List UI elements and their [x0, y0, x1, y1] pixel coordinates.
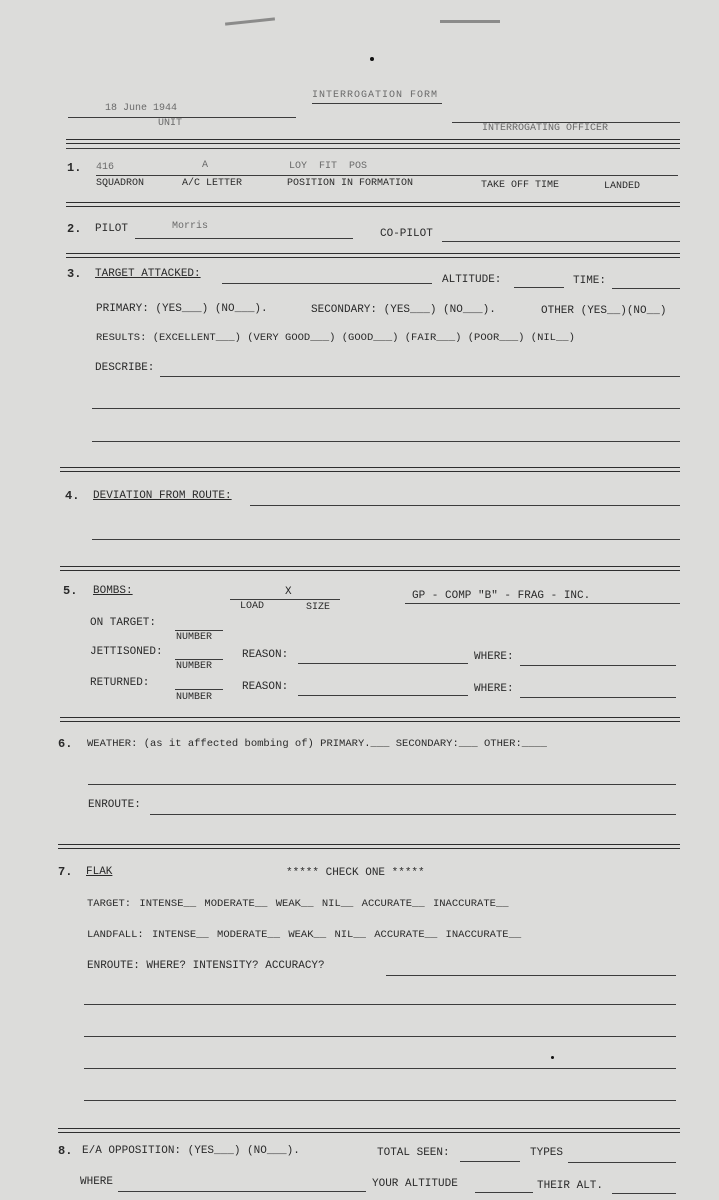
section-divider — [60, 467, 680, 472]
bomb-types-line — [405, 603, 680, 604]
section-1-line — [96, 175, 678, 176]
section-divider — [66, 139, 680, 144]
date-value: 18 June 1944 — [105, 103, 178, 114]
number-label-2: NUMBER — [176, 661, 213, 672]
unit-label: UNIT — [158, 118, 183, 129]
section-divider — [58, 844, 680, 849]
section-divider — [60, 566, 680, 571]
section-3-number: 3. — [67, 267, 82, 281]
describe-label: DESCRIBE: — [95, 362, 155, 374]
weather-line — [88, 784, 676, 785]
total-seen-label: TOTAL SEEN: — [377, 1147, 450, 1159]
section-divider — [66, 253, 680, 258]
squadron-label: SQUADRON — [96, 178, 145, 189]
time-label: TIME: — [573, 275, 607, 287]
their-alt-line — [612, 1193, 676, 1194]
section-1-number: 1. — [67, 161, 82, 175]
number-label-1: NUMBER — [176, 632, 213, 643]
size-label: SIZE — [306, 602, 331, 613]
altitude-label: ALTITUDE: — [442, 274, 502, 286]
flak-enroute-line — [386, 975, 676, 976]
types-line — [568, 1162, 676, 1163]
returned-label: RETURNED: — [90, 677, 150, 689]
where-label: WHERE — [80, 1176, 114, 1188]
jettisoned-label: JETTISONED: — [90, 646, 163, 658]
flak-line — [84, 1100, 676, 1101]
pencil-mark — [440, 20, 500, 23]
enroute-line — [150, 814, 676, 815]
your-altitude-label: YOUR ALTITUDE — [372, 1178, 458, 1190]
copilot-line — [442, 241, 680, 242]
pilot-line — [135, 238, 353, 239]
time-line — [612, 288, 680, 289]
ea-opposition: E/A OPPOSITION: (YES___) (NO___). — [82, 1145, 300, 1157]
flak-line — [84, 1036, 676, 1037]
section-4-number: 4. — [65, 489, 80, 503]
flak-enroute-row: ENROUTE: WHERE? INTENSITY? ACCURACY? — [87, 960, 325, 972]
section-divider — [66, 148, 680, 149]
other-options: OTHER (YES__)(NO__) — [541, 305, 667, 317]
x-label: X — [285, 586, 292, 598]
returned-line — [175, 689, 223, 690]
where-label-2: WHERE: — [474, 683, 514, 695]
ac-letter-label: A/C LETTER — [182, 178, 243, 189]
describe-line — [92, 441, 680, 442]
bomb-types: GP - COMP "B" - FRAG - INC. — [412, 590, 591, 602]
section-divider — [60, 717, 680, 722]
describe-line — [160, 376, 680, 377]
ink-dot — [370, 57, 374, 61]
position-values: LOY FIT POS — [289, 161, 368, 172]
enroute-label: ENROUTE: — [88, 799, 141, 811]
your-altitude-line — [475, 1192, 533, 1193]
deviation-label: DEVIATION FROM ROUTE: — [93, 490, 232, 502]
their-alt-label: THEIR ALT. — [537, 1180, 604, 1192]
section-divider — [58, 1128, 680, 1133]
flak-landfall-row: LANDFALL: INTENSE__ MODERATE__ WEAK__ NIL__ ACCURATE__ INACCURATE__ — [87, 929, 522, 941]
deviation-line — [250, 505, 680, 506]
flak-line — [84, 1068, 676, 1069]
on-target-label: ON TARGET: — [90, 617, 157, 629]
load-line — [230, 599, 340, 600]
section-8-number: 8. — [58, 1144, 73, 1158]
bombs-label: BOMBS: — [93, 585, 133, 597]
secondary-options: SECONDARY: (YES___) (NO___). — [311, 304, 496, 316]
section-7-number: 7. — [58, 865, 73, 879]
copilot-label: CO-PILOT — [380, 228, 433, 240]
target-line — [222, 283, 432, 284]
check-one-label: ***** CHECK ONE ***** — [286, 867, 425, 879]
describe-line — [92, 408, 680, 409]
types-label: TYPES — [530, 1147, 564, 1159]
pilot-value: Morris — [172, 221, 209, 232]
target-attacked-label: TARGET ATTACKED: — [95, 268, 201, 280]
where-line-2 — [520, 697, 676, 698]
pilot-label: PILOT — [95, 223, 129, 235]
total-seen-line — [460, 1161, 520, 1162]
section-5-number: 5. — [63, 584, 78, 598]
title-underline — [312, 103, 442, 104]
number-label-3: NUMBER — [176, 692, 213, 703]
pencil-mark — [225, 17, 275, 25]
section-2-number: 2. — [67, 222, 82, 236]
where-line-1 — [520, 665, 676, 666]
jettisoned-line — [175, 659, 223, 660]
landed-label: LANDED — [604, 181, 641, 192]
officer-label: INTERROGATING OFFICER — [482, 123, 609, 134]
ink-dot — [551, 1056, 554, 1059]
reason-label-2: REASON: — [242, 681, 289, 693]
position-label: POSITION IN FORMATION — [287, 178, 414, 189]
where-label-1: WHERE: — [474, 651, 514, 663]
section-divider — [66, 202, 680, 207]
flak-target-row: TARGET: INTENSE__ MODERATE__ WEAK__ NIL__ ACCURATE__ INACCURATE__ — [87, 898, 509, 910]
squadron-value: 416 — [96, 162, 115, 173]
where-line — [118, 1191, 366, 1192]
on-target-line — [175, 630, 223, 631]
takeoff-label: TAKE OFF TIME — [481, 180, 560, 191]
form-title: INTERROGATION FORM — [312, 90, 439, 101]
altitude-line — [514, 287, 564, 288]
reason-line-1 — [298, 663, 468, 664]
weather-text: WEATHER: (as it affected bombing of) PRIMARY.___ SECONDARY:___ OTHER:____ — [87, 738, 547, 750]
results-options: RESULTS: (EXCELLENT___) (VERY GOOD___) (GOOD___) (FAIR___) (POOR___) (NIL__) — [96, 332, 575, 344]
flak-label: FLAK — [86, 866, 113, 878]
section-6-number: 6. — [58, 737, 73, 751]
ac-letter-value: A — [202, 160, 209, 171]
reason-label-1: REASON: — [242, 649, 289, 661]
reason-line-2 — [298, 695, 468, 696]
primary-options: PRIMARY: (YES___) (NO___). — [96, 303, 268, 315]
load-label: LOAD — [240, 601, 265, 612]
deviation-line — [92, 539, 680, 540]
flak-line — [84, 1004, 676, 1005]
